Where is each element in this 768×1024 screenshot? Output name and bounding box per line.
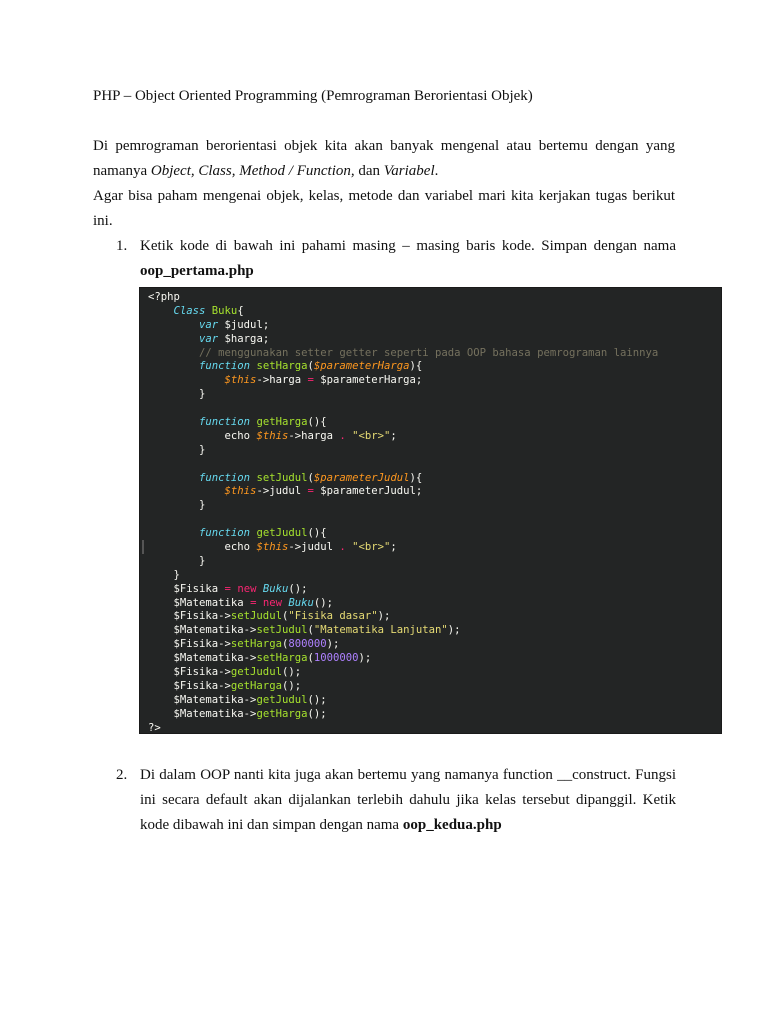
code-line <box>148 527 721 541</box>
step-2-text: Di dalam OOP nanti kita juga akan bertemu yang namanya function __construct. Fungsi ini secara default akan dijalankan terlebih dahulu jika kelas tersebut dipanggil. Ketik kode dibawah ini dan simpan dengan nama <box>140 767 676 833</box>
code-token: } <box>148 388 206 401</box>
code-token: getJudul <box>256 527 308 540</box>
code-token: setHarga <box>256 360 308 373</box>
code-token: = <box>224 582 231 595</box>
code-line <box>148 305 721 319</box>
editor-line-marker <box>142 540 144 554</box>
code-token: ; <box>390 429 397 442</box>
code-token <box>148 305 174 317</box>
step-2-body <box>140 763 676 838</box>
code-token <box>148 319 199 331</box>
code-line <box>148 569 721 583</box>
code-token <box>148 527 199 539</box>
intro-text: Di pemrograman berorientasi objek kita akan banyak mengenal atau bertemu dengan yang namanya <box>93 138 675 179</box>
code-token: } <box>148 499 206 512</box>
code-line <box>148 485 721 499</box>
code-token: = <box>307 485 314 498</box>
code-token <box>148 472 199 484</box>
code-token <box>148 485 225 497</box>
code-token: $Fisika-> <box>148 666 231 679</box>
code-token <box>148 360 199 372</box>
code-token: $parameterJudul <box>313 471 410 484</box>
code-line <box>148 458 721 472</box>
code-token: function <box>199 360 251 373</box>
code-token: $Matematika <box>148 596 251 609</box>
code-token <box>148 347 199 359</box>
code-token: $this <box>224 374 257 387</box>
code-token: $Matematika-> <box>148 624 257 637</box>
code-line <box>148 472 721 486</box>
code-line <box>148 541 721 555</box>
code-token: ); <box>447 624 461 637</box>
code-line <box>148 388 721 402</box>
intro2-paragraph: Agar bisa paham mengenai objek, kelas, metode dan variabel mari kita kerjakan tugas berikut ini. <box>93 188 675 229</box>
code-token: $Fisika-> <box>148 679 231 692</box>
code-token: (); <box>288 582 308 595</box>
code-line <box>148 680 721 694</box>
code-line <box>148 722 721 734</box>
code-token <box>148 374 225 386</box>
intro-term-variabel: Variabel <box>383 163 435 179</box>
step-1-text: Ketik kode di bawah ini pahami masing – masing baris kode. Simpan dengan nama <box>140 238 676 254</box>
code-token: setJudul <box>256 471 308 484</box>
code-token: } <box>148 443 206 456</box>
code-token: setHarga <box>256 652 308 665</box>
code-token: setJudul <box>256 624 308 637</box>
code-line <box>148 291 721 305</box>
intro-paragraph <box>93 134 675 184</box>
code-token: "Matematika Lanjutan" <box>313 624 448 637</box>
code-token: ); <box>377 610 391 623</box>
code-line <box>148 652 721 666</box>
step-1-number: 1. <box>116 238 128 254</box>
code-token: 1000000 <box>313 652 359 665</box>
step-1 <box>116 234 676 284</box>
step-2-filename: oop_kedua.php <box>402 817 502 833</box>
code-token: var <box>199 318 219 331</box>
code-token: function <box>199 416 251 429</box>
code-token: $Matematika-> <box>148 693 257 706</box>
code-token: $Matematika-> <box>148 707 257 720</box>
code-line <box>148 513 721 527</box>
code-token: ->judul <box>288 541 340 554</box>
code-token: $Fisika-> <box>148 610 231 623</box>
code-token: $judul; <box>218 318 270 331</box>
code-line <box>148 319 721 333</box>
code-token: $Fisika-> <box>148 638 231 651</box>
code-token: "<br>" <box>352 541 391 554</box>
code-token: . <box>339 541 346 554</box>
code-token: echo <box>148 429 257 442</box>
code-token: ->harga <box>256 374 308 387</box>
code-token: ); <box>326 638 340 651</box>
code-token: (){ <box>307 527 327 540</box>
code-line <box>148 597 721 611</box>
code-line <box>148 402 721 416</box>
code-token: ( <box>307 652 314 665</box>
code-token: ( <box>307 471 314 484</box>
code-token: $harga; <box>218 332 270 345</box>
step-1-filename: oop_pertama.php <box>140 263 254 279</box>
code-token: $this <box>256 429 289 442</box>
step-2 <box>116 763 676 838</box>
code-token: ; <box>390 541 397 554</box>
code-token: (); <box>307 693 327 706</box>
code-token: ( <box>281 638 289 651</box>
intro-terms: Object, Class, Method / Function, <box>150 163 355 179</box>
code-token: = <box>250 596 257 609</box>
code-token: ( <box>281 610 289 623</box>
code-line <box>148 638 721 652</box>
code-token: function <box>199 527 251 540</box>
code-token: getHarga <box>256 416 308 429</box>
code-token: "Fisika dasar" <box>288 610 378 623</box>
code-token: getHarga <box>230 679 282 692</box>
code-line <box>148 708 721 722</box>
code-token: Buku <box>211 304 238 317</box>
code-token: var <box>199 332 219 345</box>
code-line <box>148 347 721 361</box>
code-line <box>148 694 721 708</box>
code-line <box>148 624 721 638</box>
code-token: $this <box>256 541 289 554</box>
code-token: } <box>148 554 206 567</box>
intro-and: dan <box>354 163 384 179</box>
code-token: $Fisika <box>148 582 225 595</box>
code-token: ){ <box>409 471 423 484</box>
code-token <box>148 333 199 345</box>
code-token: new <box>237 582 257 595</box>
code-line <box>148 430 721 444</box>
code-token: new <box>262 596 282 609</box>
code-line <box>148 583 721 597</box>
code-token: getJudul <box>230 666 282 679</box>
code-token: { <box>237 304 244 317</box>
code-token: = <box>307 374 314 387</box>
code-token: ){ <box>409 360 423 373</box>
code-token: setHarga <box>230 638 282 651</box>
code-line <box>148 555 721 569</box>
code-token: . <box>339 429 346 442</box>
code-token: ( <box>307 360 314 373</box>
code-line <box>148 333 721 347</box>
code-token <box>148 416 199 428</box>
code-line <box>148 374 721 388</box>
code-token: $parameterJudul; <box>313 485 423 498</box>
code-token: getJudul <box>256 693 308 706</box>
code-token: ->judul <box>256 485 308 498</box>
code-token: function <box>199 471 251 484</box>
code-token: (){ <box>307 416 327 429</box>
code-token: // menggunakan setter getter seperti pada OOP bahasa pemrograman lainnya <box>199 346 659 359</box>
code-token: } <box>148 568 180 581</box>
code-line <box>148 416 721 430</box>
code-token: ->harga <box>288 429 340 442</box>
code-token: echo <box>148 541 257 554</box>
code-token: Buku <box>288 596 314 609</box>
code-token: Class <box>173 304 206 317</box>
step-1-body <box>140 234 676 284</box>
code-token: ( <box>307 624 314 637</box>
code-token: $Matematika-> <box>148 652 257 665</box>
document-title: PHP – Object Oriented Programming (Pemrograman Berorientasi Objek) <box>93 88 533 104</box>
code-token: $parameterHarga; <box>313 374 423 387</box>
code-token: (); <box>281 666 302 679</box>
code-token: (); <box>313 596 334 609</box>
code-token: "<br>" <box>352 429 391 442</box>
code-token: ?> <box>148 721 161 734</box>
code-token: $parameterHarga <box>313 360 410 373</box>
code-token: <?php <box>148 291 180 303</box>
code-token: getHarga <box>256 707 308 720</box>
code-screenshot <box>139 287 722 734</box>
code-token: (); <box>281 679 302 692</box>
code-token: 800000 <box>288 638 327 651</box>
code-line <box>148 444 721 458</box>
code-token: setJudul <box>230 610 282 623</box>
code-line <box>148 499 721 513</box>
intro-end: . <box>434 163 439 179</box>
code-token: (); <box>307 707 327 720</box>
step-2-number: 2. <box>116 767 128 783</box>
code-line <box>148 666 721 680</box>
code-token: ); <box>358 652 372 665</box>
code-line <box>148 360 721 374</box>
code-line <box>148 610 721 624</box>
code-token: Buku <box>262 582 289 595</box>
code-token: $this <box>224 485 257 498</box>
